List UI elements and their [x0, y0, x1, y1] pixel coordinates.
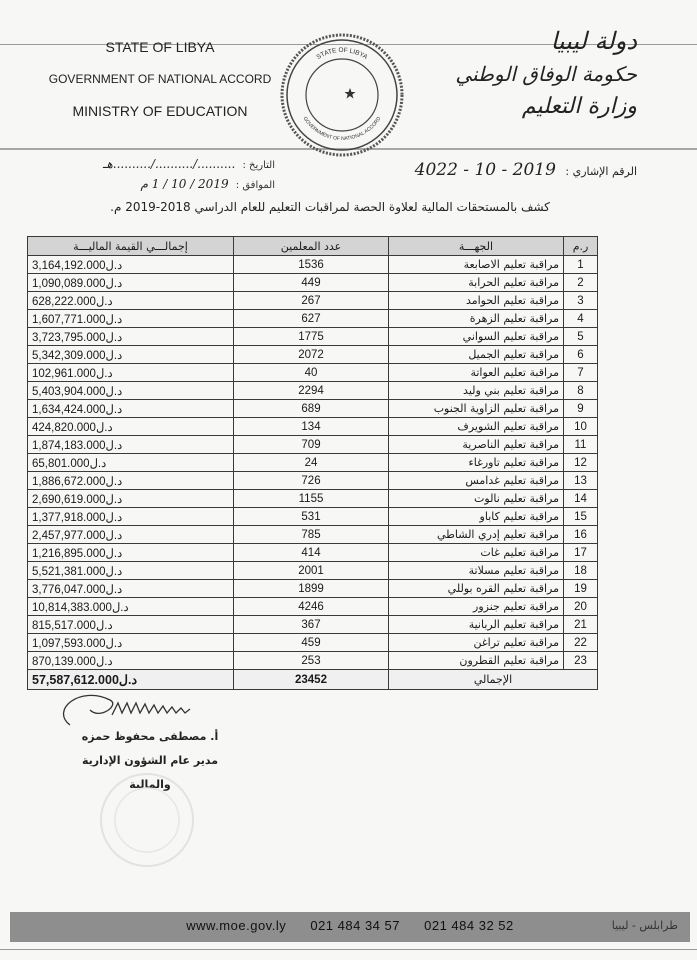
document-title: كشف بالمستحقات المالية لعلاوة الحصة لمراقبات التعليم للعام الدراسي 2018-2019 م. [110, 200, 550, 214]
row-entity: مراقبة تعليم الاصابعة [389, 256, 564, 274]
row-amount: 3,776,047.000 [32, 583, 106, 596]
row-amount-cell [28, 328, 234, 346]
table-header-row [28, 237, 598, 256]
table-row [28, 490, 598, 508]
row-amount: 628,222.000 [32, 295, 96, 308]
row-amount: 1,377,918.000 [32, 511, 106, 524]
row-entity: مراقبة تعليم العواتة [389, 364, 564, 382]
currency-label: د.ل [111, 601, 129, 614]
table-row [28, 364, 598, 382]
row-amount: 1,874,183.000 [32, 439, 106, 452]
row-teachers: 414 [234, 544, 389, 562]
en-state-line: STATE OF LIBYA [105, 39, 215, 55]
table-row [28, 346, 598, 364]
svg-text:GOVERNMENT OF NATIONAL ACCORD: GOVERNMENT OF NATIONAL ACCORD [301, 115, 383, 143]
table-row [28, 472, 598, 490]
en-government-line: GOVERNMENT OF NATIONAL ACCORD [48, 72, 272, 86]
footer-website: www.moe.gov.ly [186, 918, 287, 933]
row-teachers: 785 [234, 526, 389, 544]
reference-value: 2019 - 10 - 4022 [414, 160, 556, 180]
footer-city: طرابلس - ليبيا [611, 919, 678, 932]
row-number: 7 [564, 364, 598, 382]
row-teachers: 1899 [234, 580, 389, 598]
table-row [28, 652, 598, 670]
currency-label: د.ل [105, 565, 123, 578]
english-letterhead [40, 36, 280, 132]
row-amount: 5,403,904.000 [32, 385, 106, 398]
row-number: 10 [564, 418, 598, 436]
date-label: التاريخ : [242, 160, 275, 171]
currency-label: د.ل [89, 457, 107, 470]
table-row [28, 526, 598, 544]
row-teachers: 24 [234, 454, 389, 472]
row-number: 16 [564, 526, 598, 544]
col-header-number: ر.م [564, 237, 598, 256]
row-amount-cell [28, 436, 234, 454]
currency-label: د.ل [95, 655, 113, 668]
row-amount-cell [28, 580, 234, 598]
row-amount-cell [28, 472, 234, 490]
row-number: 11 [564, 436, 598, 454]
row-number: 23 [564, 652, 598, 670]
row-amount-cell [28, 652, 234, 670]
reference-label: الرقم الإشاري : [565, 165, 637, 178]
currency-label: د.ل [105, 637, 123, 650]
currency-label: د.ل [105, 547, 123, 560]
footer-phone-2: 021 484 32 52 [424, 918, 514, 933]
row-number: 20 [564, 598, 598, 616]
entitlements-table [27, 236, 598, 690]
row-amount: 1,216,895.000 [32, 547, 106, 560]
currency-label: د.ل [105, 349, 123, 362]
en-ministry-line: MINISTRY OF EDUCATION [72, 103, 248, 119]
signatory-title: مدير عام الشؤون الإدارية والمالية [81, 754, 219, 791]
faint-stamp-icon [95, 770, 200, 870]
row-amount-cell [28, 256, 234, 274]
row-amount-cell [28, 382, 234, 400]
table-row [28, 256, 598, 274]
row-teachers: 1775 [234, 328, 389, 346]
row-entity: مراقبة تعليم تراغن [389, 634, 564, 652]
row-number: 2 [564, 274, 598, 292]
currency-label: د.ل [95, 619, 113, 632]
row-amount-cell [28, 598, 234, 616]
row-number: 9 [564, 400, 598, 418]
date-block [35, 154, 275, 194]
footer-contacts [10, 918, 690, 933]
row-teachers: 726 [234, 472, 389, 490]
gregorian-date-value: 2019 / 10 / 1 م [140, 177, 229, 191]
row-amount: 815,517.000 [32, 619, 96, 632]
gregorian-label: الموافق : [235, 180, 275, 191]
currency-label: د.ل [105, 277, 123, 290]
table-row [28, 382, 598, 400]
row-amount: 1,607,771.000 [32, 313, 106, 326]
row-amount-cell [28, 400, 234, 418]
currency-label: د.ل [95, 367, 113, 380]
row-amount: 2,457,977.000 [32, 529, 106, 542]
total-teachers: 23452 [234, 670, 389, 690]
row-teachers: 689 [234, 400, 389, 418]
table-row [28, 418, 598, 436]
row-teachers: 531 [234, 508, 389, 526]
col-header-teachers: عدد المعلمين [234, 237, 389, 256]
handwritten-signature [40, 670, 240, 730]
row-entity: مراقبة تعليم كاباو [389, 508, 564, 526]
row-amount: 1,097,593.000 [32, 637, 106, 650]
row-number: 1 [564, 256, 598, 274]
row-amount: 3,164,192.000 [32, 259, 106, 272]
row-amount-cell [28, 346, 234, 364]
reference-number [415, 160, 637, 180]
bottom-rule [0, 949, 697, 950]
row-amount-cell [28, 508, 234, 526]
currency-label: د.ل [105, 583, 123, 596]
currency-label: د.ل [95, 421, 113, 434]
table-row [28, 580, 598, 598]
row-number: 21 [564, 616, 598, 634]
row-number: 13 [564, 472, 598, 490]
row-amount: 870,139.000 [32, 655, 96, 668]
row-teachers: 40 [234, 364, 389, 382]
row-amount-cell [28, 616, 234, 634]
row-teachers: 1155 [234, 490, 389, 508]
row-number: 17 [564, 544, 598, 562]
svg-text:STATE OF LIBYA: STATE OF LIBYA [315, 46, 369, 61]
currency-label: د.ل [105, 403, 123, 416]
row-amount-cell [28, 292, 234, 310]
row-number: 8 [564, 382, 598, 400]
footer-phone-1: 021 484 34 57 [310, 918, 400, 933]
row-amount-cell [28, 634, 234, 652]
row-entity: مراقبة تعليم إدري الشاطي [389, 526, 564, 544]
row-amount: 102,961.000 [32, 367, 96, 380]
row-teachers: 2001 [234, 562, 389, 580]
row-entity: مراقبة تعليم الزاوية الجنوب [389, 400, 564, 418]
row-amount-cell [28, 310, 234, 328]
row-amount-cell [28, 490, 234, 508]
row-amount: 10,814,383.000 [32, 601, 112, 614]
row-amount: 5,342,309.000 [32, 349, 106, 362]
table-row [28, 400, 598, 418]
hijri-date-value: ........../........../..........هـ [102, 157, 236, 171]
currency-label: د.ل [118, 673, 138, 687]
currency-label: د.ل [105, 313, 123, 326]
row-amount-cell [28, 562, 234, 580]
row-entity: مراقبة تعليم الناصرية [389, 436, 564, 454]
row-amount: 5,521,381.000 [32, 565, 106, 578]
row-entity: مراقبة تعليم تاورغاء [389, 454, 564, 472]
row-amount: 2,690,619.000 [32, 493, 106, 506]
table-row [28, 454, 598, 472]
table-row [28, 436, 598, 454]
row-number: 14 [564, 490, 598, 508]
row-entity: مراقبة تعليم مسلاتة [389, 562, 564, 580]
table-row [28, 634, 598, 652]
row-teachers: 4246 [234, 598, 389, 616]
gregorian-date-row [35, 174, 275, 194]
row-entity: مراقبة تعليم غات [389, 544, 564, 562]
row-entity: مراقبة تعليم الربانية [389, 616, 564, 634]
row-number: 5 [564, 328, 598, 346]
row-teachers: 627 [234, 310, 389, 328]
row-entity: مراقبة تعليم الحوامد [389, 292, 564, 310]
row-number: 4 [564, 310, 598, 328]
row-number: 6 [564, 346, 598, 364]
row-teachers: 267 [234, 292, 389, 310]
row-number: 19 [564, 580, 598, 598]
row-entity: مراقبة تعليم غدامس [389, 472, 564, 490]
row-amount-cell [28, 274, 234, 292]
row-amount: 424,820.000 [32, 421, 96, 434]
total-label: الإجمالي [389, 670, 598, 690]
table-row [28, 274, 598, 292]
row-amount-cell [28, 418, 234, 436]
row-teachers: 2294 [234, 382, 389, 400]
row-teachers: 1536 [234, 256, 389, 274]
arabic-letterhead [437, 26, 637, 125]
signatory-name: أ. مصطفى محفوظ حمزه [81, 730, 219, 743]
table-body [28, 256, 598, 670]
row-amount: 3,723,795.000 [32, 331, 106, 344]
currency-label: د.ل [105, 529, 123, 542]
currency-label: د.ل [105, 259, 123, 272]
row-teachers: 449 [234, 274, 389, 292]
table-row [28, 310, 598, 328]
row-amount: 1,634,424.000 [32, 403, 106, 416]
table-row [28, 616, 598, 634]
row-amount-cell [28, 526, 234, 544]
row-amount: 65,801.000 [32, 457, 90, 470]
signature-block [60, 725, 240, 791]
state-seal-icon [277, 32, 407, 158]
table-row [28, 544, 598, 562]
ar-ministry-line: وزارة التعليم [521, 94, 637, 119]
hijri-date-row [35, 154, 275, 174]
ar-state-line: دولة ليبيا [550, 27, 637, 55]
table-row [28, 292, 598, 310]
currency-label: د.ل [105, 511, 123, 524]
row-amount-cell [28, 544, 234, 562]
currency-label: د.ل [105, 439, 123, 452]
currency-label: د.ل [105, 331, 123, 344]
row-entity: مراقبة تعليم نالوت [389, 490, 564, 508]
footer-bar [10, 912, 690, 942]
table-row [28, 508, 598, 526]
currency-label: د.ل [105, 493, 123, 506]
row-teachers: 459 [234, 634, 389, 652]
total-amount: 57,587,612.000 [32, 673, 119, 687]
row-number: 3 [564, 292, 598, 310]
row-teachers: 253 [234, 652, 389, 670]
ar-government-line: حكومة الوفاق الوطني [455, 62, 637, 86]
row-amount-cell [28, 364, 234, 382]
row-number: 18 [564, 562, 598, 580]
table-row [28, 562, 598, 580]
row-entity: مراقبة تعليم القره بوللي [389, 580, 564, 598]
row-teachers: 134 [234, 418, 389, 436]
row-entity: مراقبة تعليم الجميل [389, 346, 564, 364]
row-number: 22 [564, 634, 598, 652]
row-teachers: 2072 [234, 346, 389, 364]
currency-label: د.ل [95, 295, 113, 308]
row-entity: مراقبة تعليم جنزور [389, 598, 564, 616]
row-teachers: 709 [234, 436, 389, 454]
currency-label: د.ل [105, 385, 123, 398]
row-amount-cell [28, 454, 234, 472]
table-row [28, 598, 598, 616]
col-header-amount: إجمالـــي القيمة الماليـــة [28, 237, 234, 256]
row-entity: مراقبة تعليم الزهرة [389, 310, 564, 328]
col-header-entity: الجهـــة [389, 237, 564, 256]
row-entity: مراقبة تعليم بني وليد [389, 382, 564, 400]
row-amount: 1,886,672.000 [32, 475, 106, 488]
row-entity: مراقبة تعليم الشويرف [389, 418, 564, 436]
row-number: 15 [564, 508, 598, 526]
currency-label: د.ل [105, 475, 123, 488]
row-entity: مراقبة تعليم السواني [389, 328, 564, 346]
row-teachers: 367 [234, 616, 389, 634]
table-row [28, 328, 598, 346]
row-entity: مراقبة تعليم القطرون [389, 652, 564, 670]
row-amount: 1,090,089.000 [32, 277, 106, 290]
row-entity: مراقبة تعليم الحرابة [389, 274, 564, 292]
row-number: 12 [564, 454, 598, 472]
